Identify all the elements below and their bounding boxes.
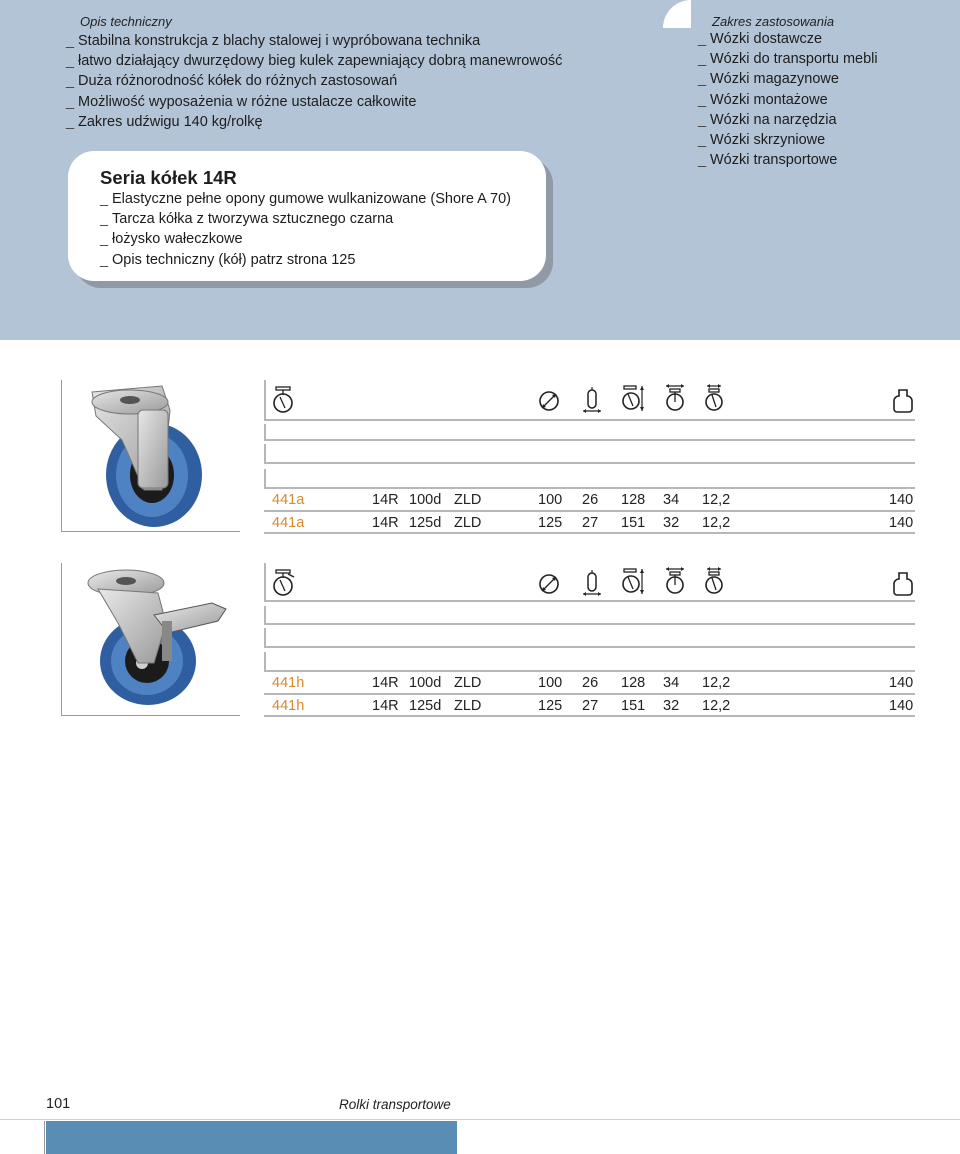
series-title: Seria kółek 14R xyxy=(100,167,237,188)
table-row xyxy=(264,490,915,510)
list-item: _ Wózki transportowe xyxy=(698,152,838,169)
cell-size: 100d xyxy=(409,492,442,508)
product-photo-swivel-caster-brake xyxy=(61,563,240,716)
table-row xyxy=(264,696,915,716)
cell-hole: 12,2 xyxy=(702,492,731,508)
wheel-width-icon xyxy=(582,386,602,414)
table-divider xyxy=(264,606,266,624)
cell-hole: 12,2 xyxy=(702,698,731,714)
table-rule xyxy=(264,693,915,695)
cell-load: 140 xyxy=(889,675,914,691)
list-item: _ Wózki na narzędzia xyxy=(698,111,837,128)
cell-code: 441a xyxy=(272,515,305,531)
cell-type: ZLD xyxy=(454,515,482,531)
cell-offset: 32 xyxy=(663,698,680,714)
cell-hole: 12,2 xyxy=(702,675,731,691)
cell-width: 26 xyxy=(582,675,599,691)
table-rule xyxy=(264,462,915,464)
cell-code: 441a xyxy=(272,492,305,508)
table-divider xyxy=(264,424,266,440)
cell-series: 14R xyxy=(372,492,399,508)
product-photo-swivel-caster xyxy=(61,380,240,532)
list-item: _ Wózki magazynowe xyxy=(698,71,839,88)
cell-load: 140 xyxy=(889,698,914,714)
series-features xyxy=(100,189,511,270)
table-rule xyxy=(264,439,915,441)
cell-type: ZLD xyxy=(454,698,482,714)
cell-size: 100d xyxy=(409,675,442,691)
table-divider xyxy=(264,652,266,671)
cell-diameter: 100 xyxy=(538,675,563,691)
table-row xyxy=(264,513,915,533)
cell-load: 140 xyxy=(889,515,914,531)
wheel-diameter-icon xyxy=(538,390,560,412)
cell-width: 26 xyxy=(582,492,599,508)
specs-list xyxy=(66,31,562,132)
cell-code: 441h xyxy=(272,698,305,714)
cell-height: 128 xyxy=(621,492,646,508)
cell-size: 125d xyxy=(409,515,442,531)
cell-hole: 12,2 xyxy=(702,515,731,531)
wheel-width-icon xyxy=(582,569,602,597)
table-rule xyxy=(264,419,915,421)
cell-height: 151 xyxy=(621,515,646,531)
cell-code: 441h xyxy=(272,675,305,691)
table-row xyxy=(264,673,915,693)
list-item: _ Zakres udźwigu 140 kg/rolkę xyxy=(66,113,263,130)
cell-diameter: 125 xyxy=(538,515,563,531)
cell-type: ZLD xyxy=(454,492,482,508)
cell-series: 14R xyxy=(372,515,399,531)
list-item: _ Wózki skrzyniowe xyxy=(698,131,826,148)
list-item: _ Stabilna konstrukcja z blachy stalowej i wypróbowana technika xyxy=(66,33,481,49)
cell-series: 14R xyxy=(372,675,399,691)
table-divider xyxy=(264,380,266,420)
overall-height-icon xyxy=(621,384,645,414)
overall-height-icon xyxy=(621,567,645,597)
cell-size: 125d xyxy=(409,698,442,714)
wheel-diameter-icon xyxy=(538,573,560,595)
list-item: _ Opis techniczny (kół) patrz strona 125 xyxy=(100,251,356,268)
table-rule xyxy=(264,487,915,489)
cell-offset: 34 xyxy=(663,675,680,691)
applications-title: Zakres zastosowania xyxy=(712,14,835,29)
footer-title: Rolki transportowe xyxy=(339,1097,451,1112)
cell-load: 140 xyxy=(889,492,914,508)
table-rule xyxy=(264,715,915,717)
swivel-caster-icon xyxy=(272,386,294,414)
cell-offset: 32 xyxy=(663,515,680,531)
load-capacity-icon xyxy=(892,571,914,597)
table-rule xyxy=(264,623,915,625)
applications-list xyxy=(698,29,878,170)
page-number: 101 xyxy=(46,1096,71,1112)
table-rule xyxy=(264,510,915,512)
cell-offset: 34 xyxy=(663,492,680,508)
cell-width: 27 xyxy=(582,515,599,531)
offset-icon xyxy=(664,383,686,413)
footer-bar xyxy=(46,1121,457,1154)
cell-height: 128 xyxy=(621,675,646,691)
list-item: _ Wózki montażowe xyxy=(698,91,828,108)
list-item: _ Możliwość wyposażenia w różne ustalacze całkowite xyxy=(66,93,417,110)
cell-diameter: 125 xyxy=(538,698,563,714)
specs-title: Opis techniczny xyxy=(80,14,172,29)
list-item: _ Tarcza kółka z tworzywa sztucznego czarna xyxy=(100,211,394,228)
cell-series: 14R xyxy=(372,698,399,714)
table-divider xyxy=(264,469,266,488)
offset-icon xyxy=(664,566,686,596)
table-divider xyxy=(264,628,266,647)
list-item: _ łatwo działający dwurzędowy bieg kulek zapewniający dobrą manewrowość xyxy=(66,53,563,70)
cell-height: 151 xyxy=(621,698,646,714)
table-divider xyxy=(264,563,266,601)
list-item: _ Wózki dostawcze xyxy=(698,31,823,47)
list-item: _ Wózki do transportu mebli xyxy=(698,51,878,68)
cell-type: ZLD xyxy=(454,675,482,691)
table-divider xyxy=(264,444,266,463)
table-rule xyxy=(264,532,915,534)
load-capacity-icon xyxy=(892,388,914,414)
list-item: _ Duża różnorodność kółek do różnych zastosowań xyxy=(66,73,398,90)
bolt-hole-icon xyxy=(703,566,725,596)
footer-divider xyxy=(44,1121,45,1154)
table-rule xyxy=(264,600,915,602)
table-rule xyxy=(264,670,915,672)
list-item: _ łożysko wałeczkowe xyxy=(100,231,243,248)
list-item: _ Elastyczne pełne opony gumowe wulkanizowane (Shore A 70) xyxy=(100,191,511,207)
table-rule xyxy=(264,646,915,648)
cell-width: 27 xyxy=(582,698,599,714)
swivel-caster-brake-icon xyxy=(272,569,296,597)
caster-image xyxy=(62,380,240,531)
caster-brake-image xyxy=(62,563,240,715)
bolt-hole-icon xyxy=(703,383,725,413)
cell-diameter: 100 xyxy=(538,492,563,508)
footer-rule xyxy=(0,1119,960,1120)
